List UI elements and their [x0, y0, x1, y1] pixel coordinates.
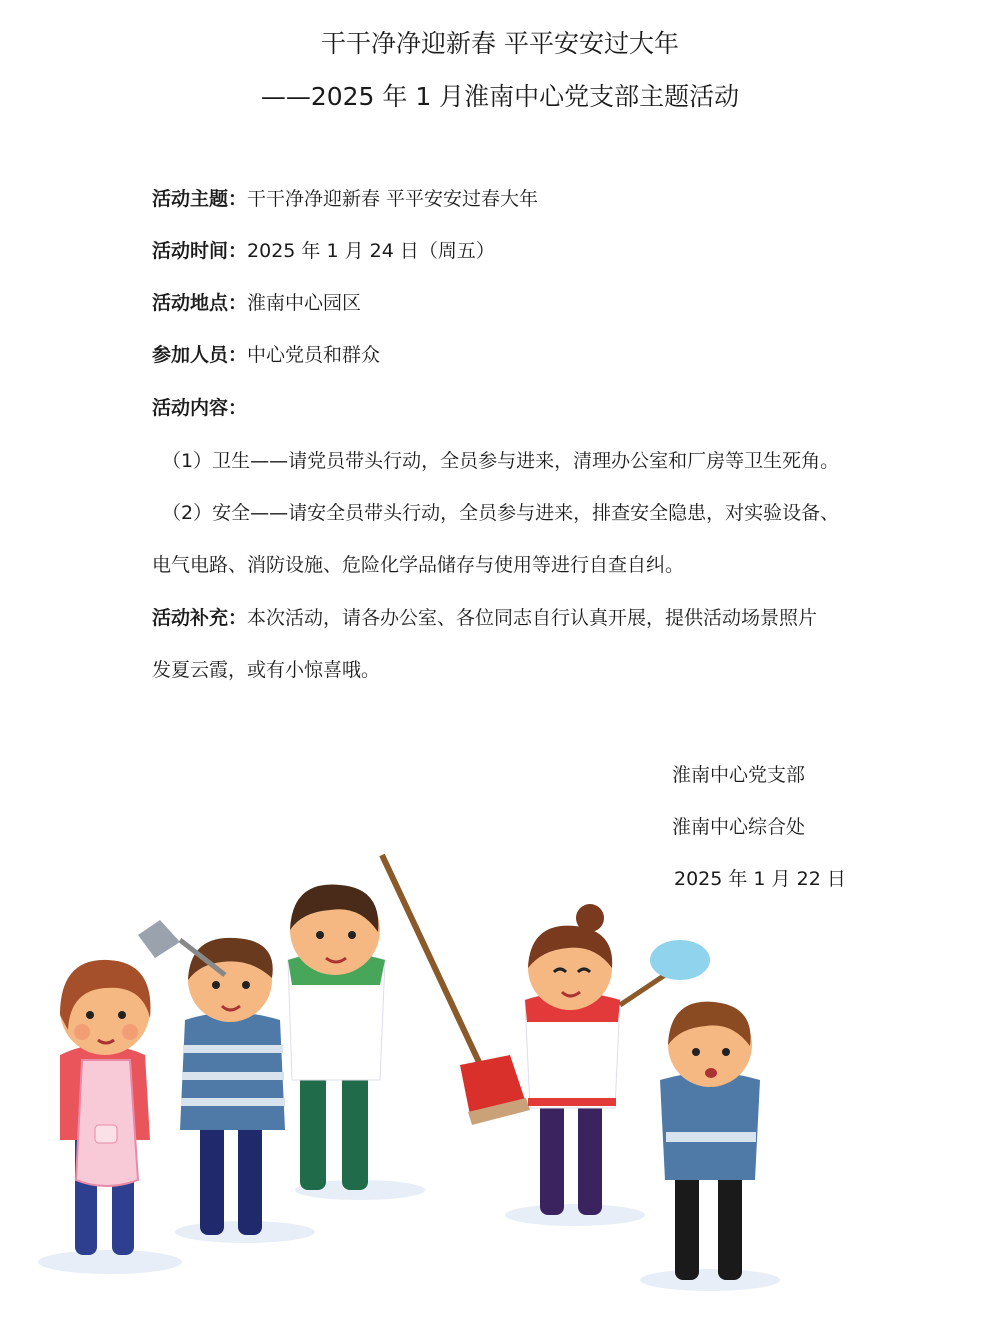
signature-date: 2025 年 1 月 22 日	[674, 868, 846, 890]
extra-label: 活动补充：	[152, 607, 248, 629]
content-label: 活动内容：	[152, 397, 248, 419]
place-value: 淮南中心园区	[247, 292, 362, 314]
theme-value: 干干净净迎新春 平平安安过春大年	[247, 188, 539, 210]
people-row	[152, 341, 380, 369]
theme-row	[152, 185, 538, 213]
theme-label: 活动主题：	[152, 188, 248, 210]
time-row	[152, 237, 495, 265]
signature-org-2: 淮南中心综合处	[672, 816, 806, 838]
people-value: 中心党员和群众	[247, 344, 381, 366]
content-item-2-line-2: 电气电路、消防设施、危险化学品储存与使用等进行自查自纠。	[152, 554, 685, 576]
people-label: 参加人员：	[152, 344, 248, 366]
title-line-2: ——2025 年 1 月淮南中心党支部主题活动	[260, 82, 740, 111]
title-line-1: 干干净净迎新春 平平安安过大年	[321, 29, 679, 58]
place-row	[152, 289, 361, 317]
content-row	[152, 394, 247, 422]
content-item-2-line-1: （2）安全——请安全员带头行动，全员参与进来，排查安全隐患，对实验设备、	[162, 502, 840, 524]
time-value: 2025 年 1 月 24 日（周五）	[247, 240, 495, 262]
content-item-1: （1）卫生——请党员带头行动，全员参与进来，清理办公室和厂房等卫生死角。	[162, 450, 840, 472]
place-label: 活动地点：	[152, 292, 248, 314]
extra-line-1: 本次活动，请各办公室、各位同志自行认真开展，提供活动场景照片	[247, 607, 818, 629]
kids-cleaning-illustration-icon	[30, 840, 830, 1320]
extra-row	[152, 604, 817, 632]
extra-line-2: 发夏云霞，或有小惊喜哦。	[152, 659, 381, 681]
time-label: 活动时间：	[152, 240, 248, 262]
signature-org-1: 淮南中心党支部	[672, 764, 806, 786]
